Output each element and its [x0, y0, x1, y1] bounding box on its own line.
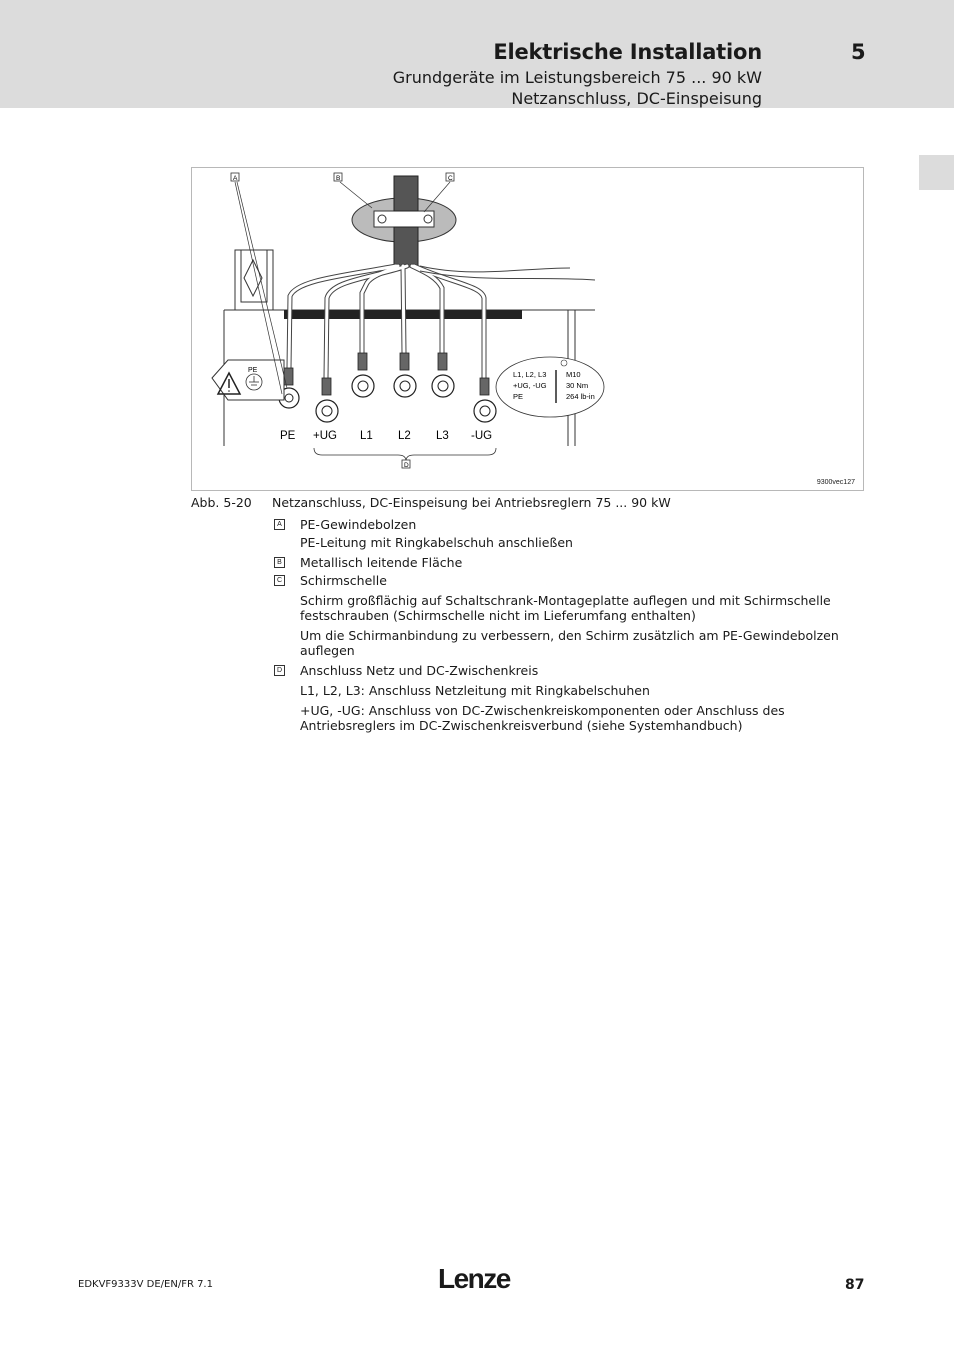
legend-item-a — [272, 517, 852, 532]
torque-row-2: +UG, -UG — [513, 381, 547, 390]
legend-text: L1, L2, L3: Anschluss Netzleitung mit Ringkabelschuhen — [300, 683, 650, 698]
legend-note — [272, 535, 852, 550]
document-id: EDKVF9333V DE/EN/FR 7.1 — [78, 1279, 213, 1290]
terminal-label-ug-minus: -UG — [471, 430, 493, 442]
callout-a: A — [233, 175, 238, 182]
page-subtitle-2: Netzanschluss, DC-Einspeisung — [511, 89, 762, 108]
legend-note — [272, 703, 852, 733]
torque-lbin: 264 lb-in — [566, 392, 595, 401]
legend-item-b — [272, 555, 852, 570]
torque-thread: M10 — [566, 370, 581, 379]
terminal-label-l1: L1 — [360, 430, 373, 442]
legend-note — [272, 683, 852, 698]
legend-text: PE-Leitung mit Ringkabelschuh anschließen — [300, 535, 573, 550]
figure-id: 9300vec127 — [816, 479, 855, 486]
legend-note — [272, 628, 852, 658]
legend-text: +UG, -UG: Anschluss von DC-Zwischenkreiskomponenten oder Anschluss des Antriebsreglers im DC-Zwischenkreisverbund (siehe Systemhandbuch) — [300, 703, 785, 733]
terminal-label-l2: L2 — [398, 430, 411, 442]
callout-b: B — [336, 175, 341, 182]
page-subtitle-1: Grundgeräte im Leistungsbereich 75 ... 90 kW — [392, 68, 762, 87]
page-header — [0, 0, 954, 108]
legend-item-d — [272, 663, 852, 678]
figure-caption-text: Netzanschluss, DC-Einspeisung bei Antriebsreglern 75 ... 90 kW — [272, 495, 671, 510]
warning-pe-label: PE — [248, 367, 258, 374]
torque-nm: 30 Nm — [566, 381, 589, 390]
terminal-label-pe: PE — [280, 430, 296, 442]
page-number: 87 — [845, 1277, 865, 1293]
wiring-figure — [191, 167, 864, 491]
torque-row-1: L1, L2, L3 — [513, 370, 547, 379]
terminal-label-l3: L3 — [436, 430, 449, 442]
callout-c: C — [448, 175, 453, 182]
legend-key-a: A — [274, 519, 285, 530]
terminal-label-ug-plus: +UG — [313, 430, 337, 442]
legend-title-b: Metallisch leitende Fläche — [300, 555, 463, 570]
legend-title-a: PE-Gewindebolzen — [300, 517, 417, 532]
lenze-logo: Lenze — [438, 1263, 510, 1294]
legend-key-b: B — [274, 557, 285, 568]
legend-note — [272, 593, 852, 623]
legend-title-d: Anschluss Netz und DC-Zwischenkreis — [300, 663, 539, 678]
legend-key-d: D — [274, 665, 285, 676]
legend-text: Schirm großflächig auf Schaltschrank-Montageplatte auflegen und mit Schirmschelle festschrauben (Schirmschelle nicht im Lieferumfang enthalten) — [300, 593, 831, 623]
figure-caption-number: Abb. 5-20 — [191, 495, 252, 510]
figure-legend — [272, 517, 852, 738]
legend-text: Um die Schirmanbindung zu verbessern, den Schirm zusätzlich am PE-Gewindebolzen auflegen — [300, 628, 839, 658]
legend-item-c — [272, 573, 852, 588]
wiring-diagram — [192, 168, 865, 492]
page-title: Elektrische Installation — [493, 40, 762, 64]
chapter-tab — [919, 155, 954, 190]
legend-title-c: Schirmschelle — [300, 573, 387, 588]
torque-row-3: PE — [513, 392, 524, 401]
legend-key-c: C — [274, 575, 285, 586]
chapter-number: 5 — [851, 40, 866, 64]
callout-d: D — [404, 462, 409, 469]
